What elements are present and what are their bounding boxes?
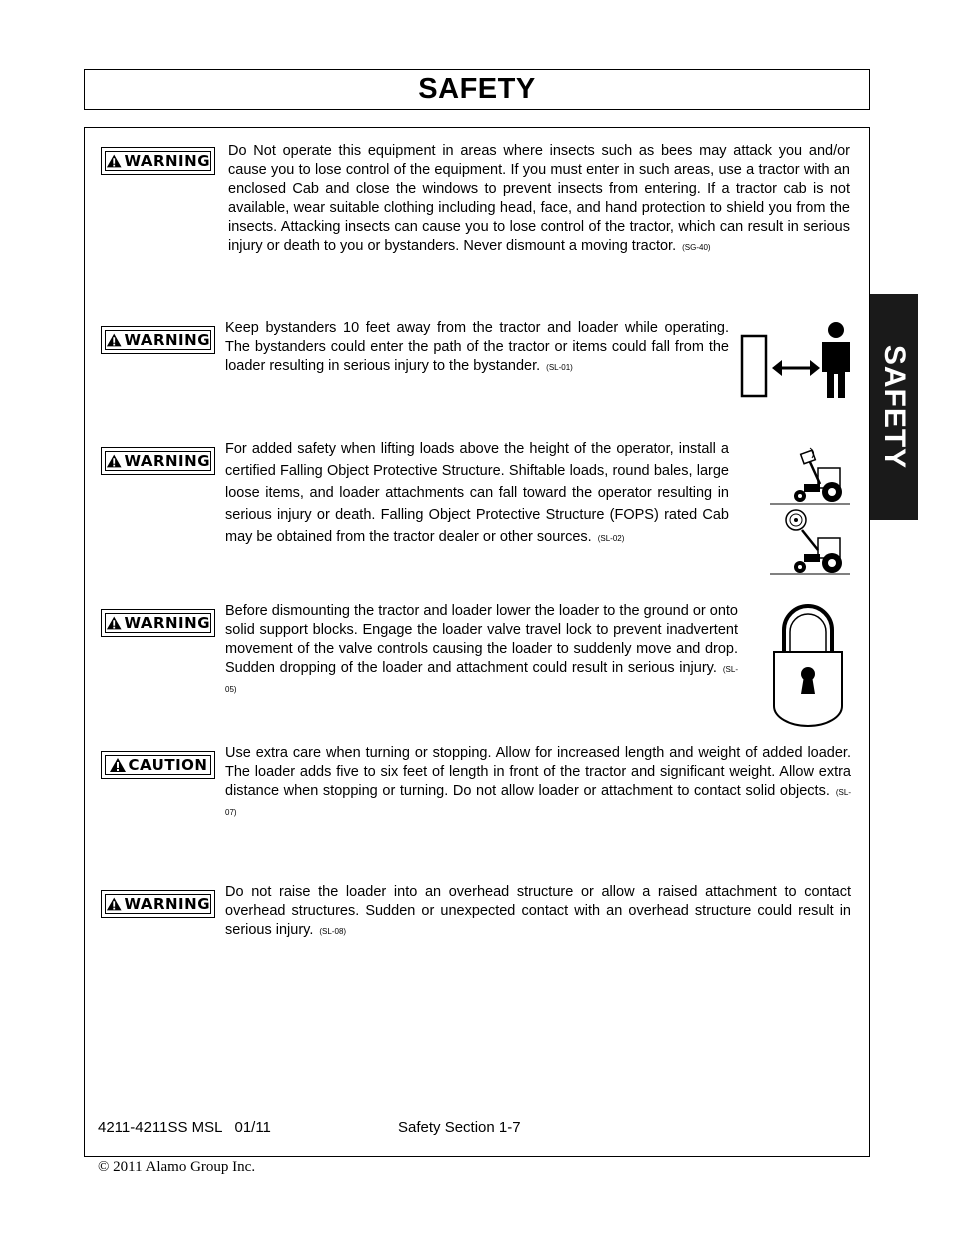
reference-code: (SL-05) (225, 665, 738, 694)
alert-triangle-icon (106, 453, 122, 469)
warning-body: Do Not operate this equipment in areas where insects such as bees may attack you and/or cause you to lose control of the equipment. If you must enter in such areas, use a tractor with an enclosed Cab and close the windows to prevent insects from entering. If a tractor cab is not available, wear suitable clothing including head, face, and hand protection to shield you from the insects. Attacking insects can cause you to lose control of the tractor, which can result in serious injury or death to you or bystanders. Never dismount a moving tractor. (228, 143, 850, 254)
caution-label (101, 751, 215, 779)
padlock-icon (770, 600, 846, 730)
caution-body: Use extra care when turning or stopping. Allow for increased length and weight of added loader. The loader adds five to six feet of length in front of the tractor and significant weight. Allow extra distance when stopping or turning. Do not allow loader or attachment to contact solid objects. (225, 745, 851, 799)
page-section-number: Safety Section 1-7 (398, 1119, 521, 1136)
reference-code: (SL-07) (225, 788, 851, 817)
warning-text (225, 438, 729, 550)
warning-label (101, 147, 215, 175)
warning-label-text: WARNING (124, 452, 210, 470)
warning-label (101, 609, 215, 637)
page-title: SAFETY (418, 73, 536, 105)
warning-body: Do not raise the loader into an overhead structure or allow a raised attachment to contact overhead structures. Sudden or unexpected contact with an overhead structure could result in serious injury. (225, 884, 851, 938)
side-tab-label: SAFETY (877, 344, 911, 470)
manual-id: 4211-4211SS MSL 01/11 (98, 1119, 271, 1136)
warning-text (225, 883, 851, 941)
alert-triangle-icon (106, 332, 122, 348)
warning-label (101, 326, 215, 354)
warning-body: Before dismounting the tractor and loader lower the loader to the ground or onto solid support blocks. Engage the loader valve travel lock to prevent inadvertent movement of the valve controls causing the loader to suddenly move and drop. Sudden dropping of the loader and attachment could result in serious injury. (225, 603, 738, 676)
warning-label-text: WARNING (124, 614, 210, 632)
warning-body: For added safety when lifting loads above the height of the operator, install a certified Falling Object Protective Structure. Shiftable loads, round bales, large loose items, and loader attachments can fall toward the operator resulting in serious injury or death. Falling Object Protective Structure (FOPS) rated Cab may be obtained from the tractor dealer or other sources. (225, 441, 729, 545)
page-header (84, 69, 870, 110)
alert-triangle-icon (106, 153, 122, 169)
reference-code: (SG-40) (682, 243, 711, 252)
alert-triangle-icon (106, 615, 122, 631)
falling-object-tractor-icon (766, 438, 852, 578)
bystander-distance-icon (738, 318, 856, 400)
warning-label (101, 447, 215, 475)
warning-label-text: WARNING (124, 331, 210, 349)
reference-code: (SL-02) (597, 534, 625, 543)
warning-text (225, 319, 729, 377)
warning-label-text: WARNING (124, 152, 210, 170)
warning-body: Keep bystanders 10 feet away from the tractor and loader while operating. The bystanders could enter the path of the tractor or items could fall from the loader resulting in serious injury to the bystander. (225, 320, 729, 374)
reference-code: (SL-01) (546, 363, 573, 372)
alert-triangle-icon (109, 757, 127, 773)
reference-code: (SL-08) (319, 927, 347, 936)
caution-text (225, 744, 851, 822)
warning-text (225, 602, 738, 699)
section-side-tab (869, 294, 918, 520)
caution-label-text: CAUTION (128, 756, 208, 774)
copyright-notice: © 2011 Alamo Group Inc. (98, 1159, 256, 1175)
warning-label-text: WARNING (124, 895, 210, 913)
warning-text (228, 142, 850, 257)
warning-label (101, 890, 215, 918)
alert-triangle-icon (106, 896, 122, 912)
